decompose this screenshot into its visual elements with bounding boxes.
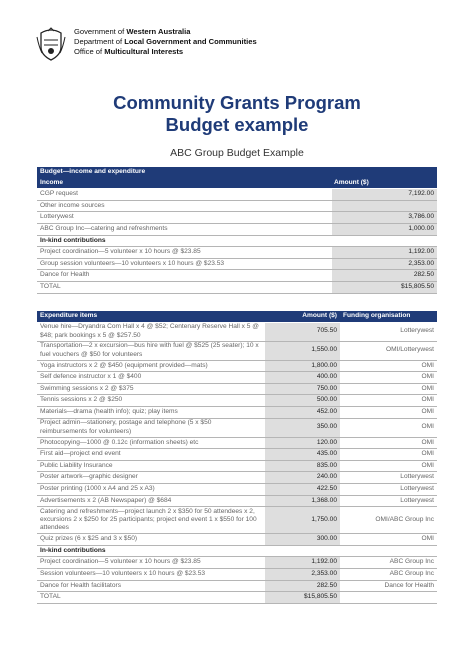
- income-item-amount: 3,786.00: [331, 212, 437, 224]
- income-inkind-amount: 2,353.00: [331, 258, 437, 270]
- income-section-title: Budget—income and expenditure: [37, 167, 437, 178]
- expenditure-item-label: Photocopying—1000 @ 0.12c (information sheets) etc: [37, 437, 264, 449]
- expenditure-item-label: Materials—drama (health info); quiz; play items: [37, 406, 264, 418]
- expenditure-item-funding: Lotterywest: [340, 495, 437, 507]
- expenditure-item-funding: OMI: [340, 372, 437, 384]
- expenditure-item-label: Self defence instructor x 1 @ $400: [37, 372, 264, 384]
- income-inkind-label: Project coordination—5 volunteer x 10 hours @ $23.85: [37, 247, 331, 259]
- table-row: [37, 247, 437, 259]
- expenditure-inkind-title-row: [37, 545, 437, 557]
- expenditure-item-amount: 1,368.00: [264, 495, 340, 507]
- expenditure-total-row: [37, 592, 437, 604]
- expenditure-item-amount: 1,550.00: [264, 341, 340, 360]
- expenditure-item-amount: 1,800.00: [264, 360, 340, 372]
- expenditure-item-funding: OMI: [340, 383, 437, 395]
- expenditure-header-row: [37, 311, 437, 322]
- table-row: [37, 507, 437, 534]
- income-item-amount: [331, 200, 437, 212]
- table-row: [37, 449, 437, 461]
- expenditure-item-amount: 500.00: [264, 395, 340, 407]
- expenditure-item-funding: OMI/ABC Group Inc: [340, 507, 437, 534]
- expenditure-item-funding: OMI: [340, 449, 437, 461]
- gov-bold: Western Australia: [126, 27, 191, 36]
- expenditure-item-amount: 400.00: [264, 372, 340, 384]
- table-row: [37, 383, 437, 395]
- header: [36, 27, 257, 61]
- income-item-amount: 1,000.00: [331, 223, 437, 235]
- income-inkind-label: Group session volunteers—10 volunteers x 10 hours @ $23.53: [37, 258, 331, 270]
- expenditure-item-funding: OMI: [340, 395, 437, 407]
- wa-crest-icon: [36, 27, 66, 61]
- title-line-2: Budget example: [165, 114, 309, 135]
- income-col-label: Income: [37, 178, 331, 189]
- page-subtitle: ABC Group Budget Example: [170, 147, 304, 159]
- table-row: [37, 406, 437, 418]
- expenditure-item-amount: 240.00: [264, 472, 340, 484]
- expenditure-item-amount: 452.00: [264, 406, 340, 418]
- expenditure-inkind-amount: 1,192.00: [264, 557, 340, 569]
- table-row: [37, 212, 437, 224]
- expenditure-item-amount: 835.00: [264, 460, 340, 472]
- income-table-body: [37, 167, 437, 293]
- expenditure-item-funding: OMI: [340, 418, 437, 437]
- expenditure-total-label: TOTAL: [37, 592, 264, 604]
- expenditure-table: [37, 311, 437, 604]
- income-inkind-title-row: [37, 235, 437, 247]
- table-row: [37, 223, 437, 235]
- income-table: [37, 167, 437, 294]
- income-item-amount: 7,192.00: [331, 189, 437, 201]
- expenditure-inkind-label: Session volunteers—10 volunteers x 10 hours @ $23.53: [37, 568, 264, 580]
- income-item-label: CGP request: [37, 189, 331, 201]
- table-row: [37, 534, 437, 546]
- income-total-row: [37, 281, 437, 293]
- table-row: [37, 322, 437, 341]
- income-col-amount: Amount ($): [331, 178, 437, 189]
- table-row: [37, 189, 437, 201]
- expenditure-item-funding: Lotterywest: [340, 472, 437, 484]
- table-row: [37, 483, 437, 495]
- expenditure-item-amount: 300.00: [264, 534, 340, 546]
- gov-prefix: Government of: [74, 27, 127, 36]
- expenditure-item-label: Yoga instructors x 2 @ $450 (equipment provided—mats): [37, 360, 264, 372]
- expenditure-table-body: [37, 311, 437, 603]
- expenditure-item-funding: OMI: [340, 460, 437, 472]
- table-row: [37, 341, 437, 360]
- expenditure-col-amount: Amount ($): [264, 311, 340, 322]
- expenditure-total-funding: [340, 592, 437, 604]
- income-inkind-amount: 1,192.00: [331, 247, 437, 259]
- expenditure-inkind-funding: ABC Group Inc: [340, 557, 437, 569]
- expenditure-item-amount: 350.00: [264, 418, 340, 437]
- income-item-label: Other income sources: [37, 200, 331, 212]
- income-total-amount: $15,805.50: [331, 281, 437, 293]
- expenditure-item-label: Poster artwork—graphic designer: [37, 472, 264, 484]
- table-row: [37, 418, 437, 437]
- income-header-row: [37, 178, 437, 189]
- table-row: [37, 360, 437, 372]
- income-item-label: Lotterywest: [37, 212, 331, 224]
- table-row: [37, 200, 437, 212]
- expenditure-inkind-amount: 2,353.00: [264, 568, 340, 580]
- expenditure-item-label: Quiz prizes (6 x $25 and 3 x $50): [37, 534, 264, 546]
- expenditure-item-funding: OMI: [340, 534, 437, 546]
- expenditure-item-label: Poster printing (1000 x A4 and 25 x A3): [37, 483, 264, 495]
- expenditure-item-funding: OMI: [340, 360, 437, 372]
- table-row: [37, 557, 437, 569]
- expenditure-item-label: Project admin—stationery, postage and telephone (5 x $50 reimbursements for volunteers): [37, 418, 264, 437]
- expenditure-item-amount: 120.00: [264, 437, 340, 449]
- expenditure-item-label: Venue hire—Dryandra Com Hall x 4 @ $52; Centenary Reserve Hall x 5 @ $48; park bookings x 5 @ $257.50: [37, 322, 264, 341]
- expenditure-item-label: First aid—project end event: [37, 449, 264, 461]
- expenditure-item-funding: OMI: [340, 406, 437, 418]
- income-inkind-title: In-kind contributions: [37, 235, 437, 247]
- expenditure-item-label: Public Liability Insurance: [37, 460, 264, 472]
- income-inkind-amount: 282.50: [331, 270, 437, 282]
- expenditure-inkind-title: In-kind contributions: [37, 545, 437, 557]
- income-total-label: TOTAL: [37, 281, 331, 293]
- expenditure-item-amount: 705.50: [264, 322, 340, 341]
- expenditure-inkind-label: Project coordination—5 volunteer x 10 hours @ $23.85: [37, 557, 264, 569]
- government-line: [74, 27, 257, 37]
- expenditure-item-label: Swimming sessions x 2 @ $375: [37, 383, 264, 395]
- income-item-label: ABC Group Inc—catering and refreshments: [37, 223, 331, 235]
- expenditure-col-items: Expenditure items: [37, 311, 264, 322]
- table-row: [37, 568, 437, 580]
- income-inkind-label: Dance for Health: [37, 270, 331, 282]
- expenditure-item-funding: OMI/Lotterywest: [340, 341, 437, 360]
- expenditure-item-funding: Lotterywest: [340, 322, 437, 341]
- expenditure-total-amount: $15,805.50: [264, 592, 340, 604]
- table-row: [37, 495, 437, 507]
- table-row: [37, 258, 437, 270]
- income-section-title-row: [37, 167, 437, 178]
- expenditure-item-label: Tennis sessions x 2 @ $250: [37, 395, 264, 407]
- expenditure-item-label: Transportation—2 x excursion—bus hire with fuel @ $525 (25 seater); 10 x fuel vouchers @ $50 for volunteers: [37, 341, 264, 360]
- expenditure-item-funding: OMI: [340, 437, 437, 449]
- dept-bold: Local Government and Communities: [124, 37, 257, 46]
- expenditure-inkind-label: Dance for Health facilitators: [37, 580, 264, 592]
- expenditure-inkind-funding: Dance for Health: [340, 580, 437, 592]
- table-row: [37, 372, 437, 384]
- table-row: [37, 472, 437, 484]
- expenditure-item-funding: Lotterywest: [340, 483, 437, 495]
- office-prefix: Office of: [74, 47, 105, 56]
- expenditure-item-amount: 422.50: [264, 483, 340, 495]
- expenditure-item-label: Catering and refreshments—project launch 2 x $350 for 50 attendees x 2, excursions 2 x $250 for 25 participants; project end event 1 x $550 for 100 attendees: [37, 507, 264, 534]
- expenditure-item-amount: 1,750.00: [264, 507, 340, 534]
- title-line-1: Community Grants Program: [113, 92, 361, 113]
- government-lines: [74, 27, 257, 57]
- office-line: [74, 47, 257, 57]
- table-row: [37, 580, 437, 592]
- page-title: [0, 92, 474, 136]
- table-row: [37, 270, 437, 282]
- expenditure-item-amount: 435.00: [264, 449, 340, 461]
- table-row: [37, 437, 437, 449]
- table-row: [37, 460, 437, 472]
- expenditure-inkind-funding: ABC Group Inc: [340, 568, 437, 580]
- expenditure-col-funding: Funding organisation: [340, 311, 437, 322]
- department-line: [74, 37, 257, 47]
- dept-prefix: Department of: [74, 37, 125, 46]
- expenditure-inkind-amount: 282.50: [264, 580, 340, 592]
- table-row: [37, 395, 437, 407]
- expenditure-item-amount: 750.00: [264, 383, 340, 395]
- office-bold: Multicultural Interests: [104, 47, 184, 56]
- expenditure-item-label: Advertisements x 2 (AB Newspaper) @ $684: [37, 495, 264, 507]
